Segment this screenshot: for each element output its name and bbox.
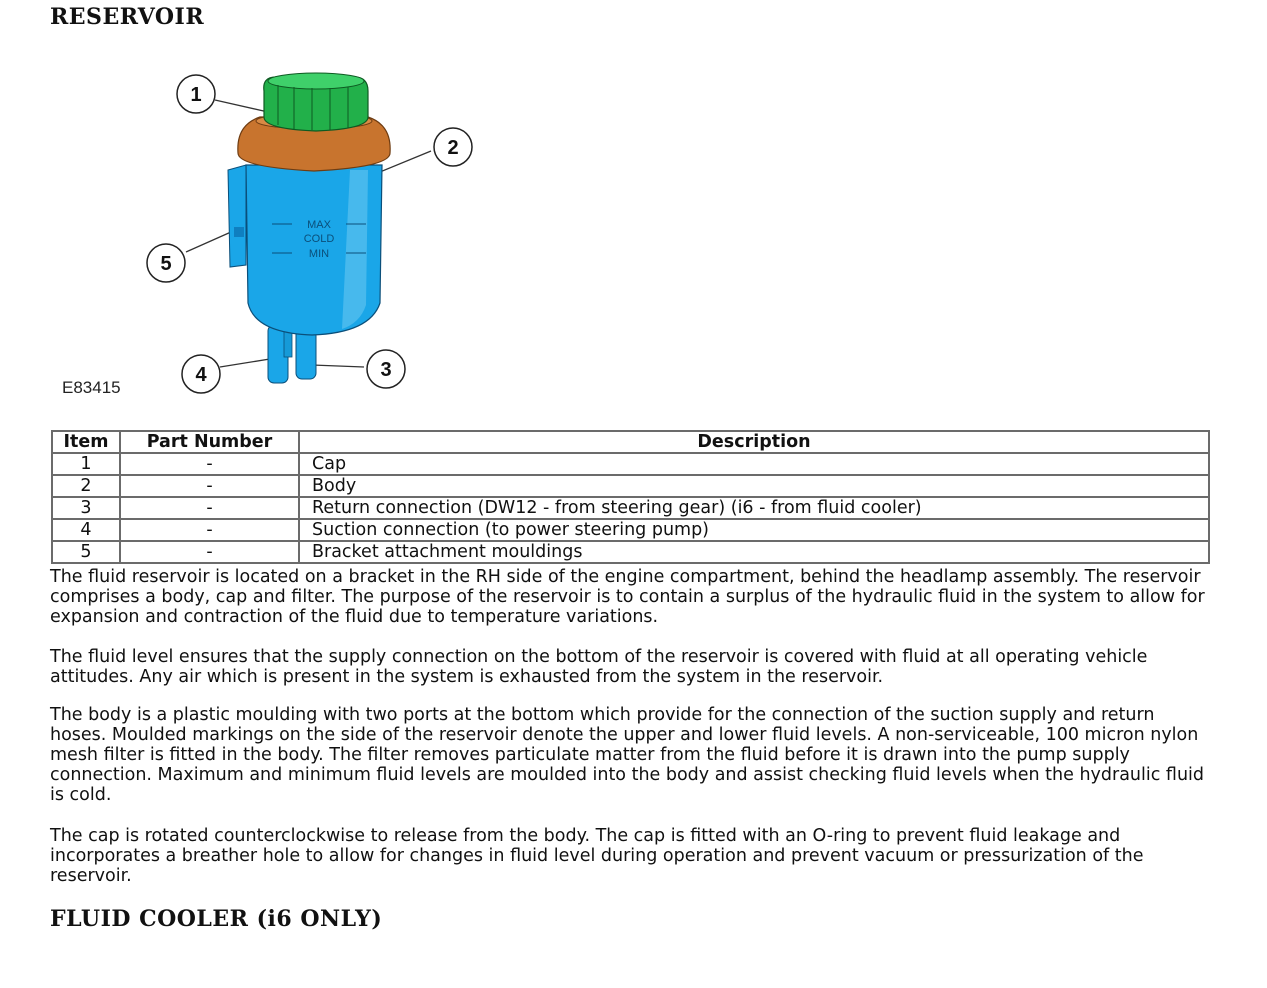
cold-marking: COLD — [303, 233, 335, 245]
description-cell: Body — [299, 475, 1209, 497]
table-header-row — [52, 431, 1209, 453]
description-cell: Bracket attachment mouldings — [299, 541, 1209, 563]
table-row — [52, 475, 1209, 497]
paragraph-cap: The cap is rotated counterclockwise to release from the body. The cap is fitted with an O-ring to prevent fluid leakage and incorporates a breather hole to allow for changes in fluid level during operation and prevent vacuum or pressurization of the reservoir. — [50, 826, 1144, 886]
part-number-cell: - — [120, 519, 299, 541]
callout-3: 3 — [380, 359, 392, 381]
header-part-number: Part Number — [120, 431, 299, 453]
callout-2: 2 — [447, 137, 459, 159]
paragraph-body: The body is a plastic moulding with two ports at the bottom which provide for the connection of the suction supply and return hoses. Moulded markings on the side of the reservoir denote the upper and lower fluid levels. A non-serviceable, 100 micron nylon mesh filter is fitted in the body. The filter removes particulate matter from the fluid before it is drawn into the pump supply connection. Maximum and minimum fluid levels are moulded into the body and assist checking fluid levels when the hydraulic fluid is cold. — [50, 705, 1205, 805]
header-description: Description — [299, 431, 1209, 453]
item-cell: 1 — [52, 453, 120, 475]
description-cell: Suction connection (to power steering pump) — [299, 519, 1209, 541]
callout-1: 1 — [190, 84, 202, 106]
description-cell: Return connection (DW12 - from steering gear) (i6 - from fluid cooler) — [299, 497, 1209, 519]
figure-id: E83415 — [62, 378, 121, 397]
table-row — [52, 497, 1209, 519]
description-cell: Cap — [299, 453, 1209, 475]
item-cell: 4 — [52, 519, 120, 541]
callout-5: 5 — [160, 253, 172, 275]
header-item: Item — [52, 431, 120, 453]
part-number-cell: - — [120, 541, 299, 563]
min-marking: MIN — [308, 248, 330, 260]
paragraph-location: The fluid reservoir is located on a bracket in the RH side of the engine compartment, behind the headlamp assembly. The reservoir comprises a body, cap and filter. The purpose of the reservoir is to contain a surplus of the hydraulic fluid in the system to allow for expansion and contraction of the fluid due to temperature variations. — [50, 567, 1205, 627]
section-title: RESERVOIR — [50, 4, 205, 30]
max-marking: MAX — [307, 219, 331, 231]
next-section-title: FLUID COOLER (i6 ONLY) — [50, 906, 383, 932]
part-number-cell: - — [120, 497, 299, 519]
paragraph-fluid-level: The fluid level ensures that the supply connection on the bottom of the reservoir is covered with fluid at all operating vehicle attitudes. Any air which is present in the system is exhausted from the system in the reservoir. — [50, 647, 1148, 687]
callout-4: 4 — [195, 364, 207, 386]
reservoir-illustration — [50, 55, 490, 415]
table-row — [52, 453, 1209, 475]
part-number-cell: - — [120, 475, 299, 497]
item-cell: 2 — [52, 475, 120, 497]
item-cell: 5 — [52, 541, 120, 563]
parts-table — [51, 430, 1210, 564]
item-cell: 3 — [52, 497, 120, 519]
table-row — [52, 519, 1209, 541]
part-number-cell: - — [120, 453, 299, 475]
table-row — [52, 541, 1209, 563]
